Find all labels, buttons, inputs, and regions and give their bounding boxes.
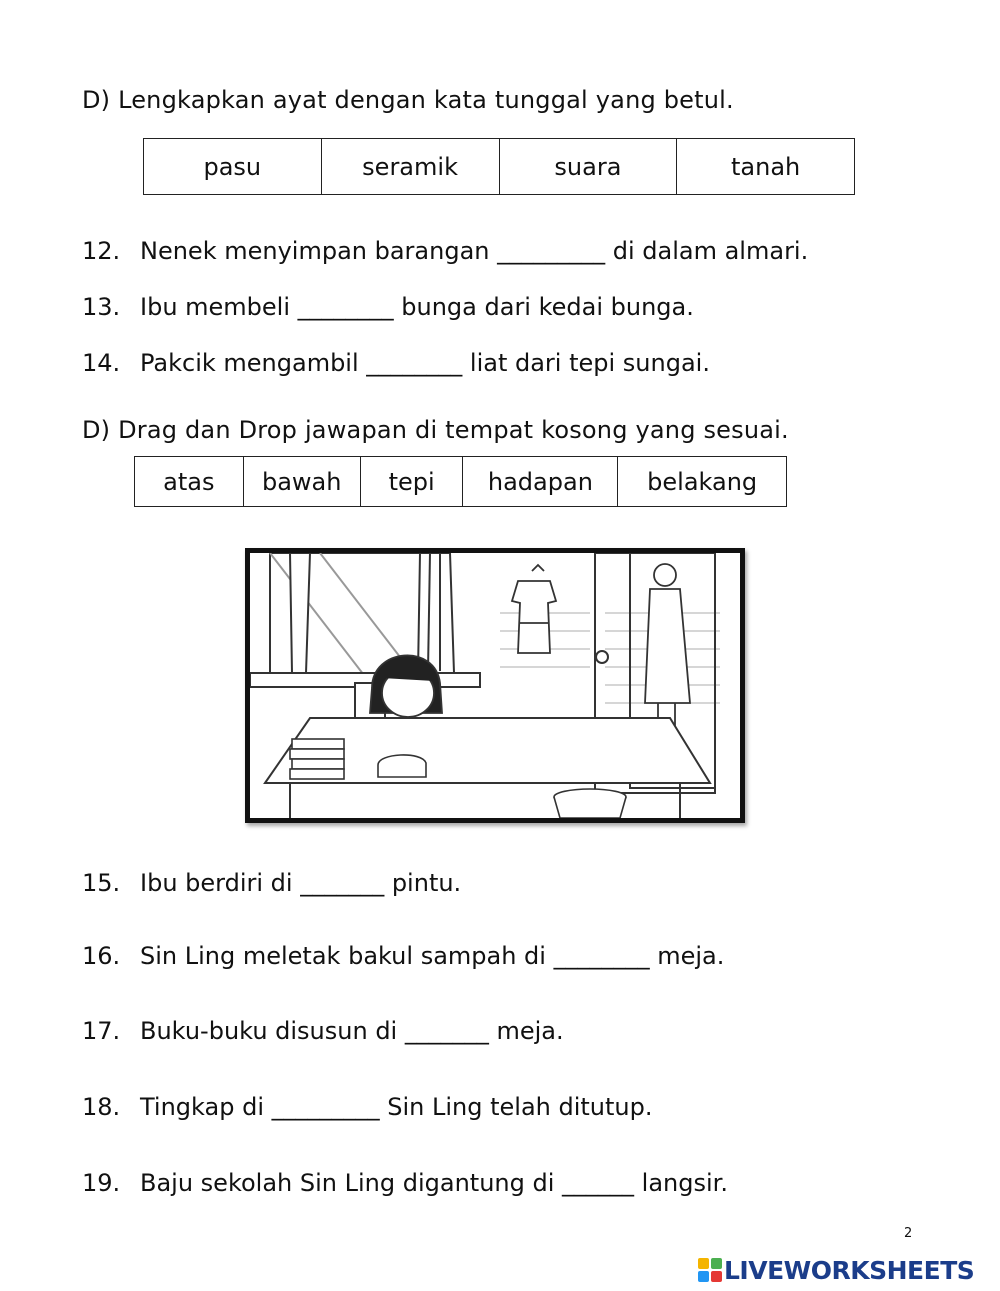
question-text: Nenek menyimpan barangan _________ di dalam almari. xyxy=(140,237,809,265)
word-bank-item[interactable]: tanah xyxy=(677,139,855,195)
section-heading-2: D) Drag dan Drop jawapan di tempat kosong yang sesuai. xyxy=(82,416,789,444)
question-number: 15. xyxy=(82,869,121,897)
section-heading-1: D) Lengkapkan ayat dengan kata tunggal yang betul. xyxy=(82,86,734,114)
question-number: 12. xyxy=(82,237,121,265)
question-number: 14. xyxy=(82,349,121,377)
question-number: 18. xyxy=(82,1093,121,1121)
pencil-box xyxy=(378,755,426,777)
school-uniform xyxy=(512,565,556,653)
question-text: Pakcik mengambil ________ liat dari tepi sungai. xyxy=(140,349,710,377)
question-text: Baju sekolah Sin Ling digantung di ______ langsir. xyxy=(140,1169,728,1197)
question-number: 17. xyxy=(82,1017,121,1045)
question-text: Tingkap di _________ Sin Ling telah ditutup. xyxy=(140,1093,653,1121)
word-bank-item[interactable]: tepi xyxy=(360,457,463,507)
word-bank-item[interactable]: atas xyxy=(135,457,244,507)
question-number: 16. xyxy=(82,942,121,970)
page-number: 2 xyxy=(904,1226,913,1241)
question-text: Ibu berdiri di _______ pintu. xyxy=(140,869,462,897)
word-bank-item[interactable]: belakang xyxy=(618,457,787,507)
word-bank-table-1 xyxy=(143,138,855,195)
question-number: 13. xyxy=(82,293,121,321)
word-bank-item[interactable]: pasu xyxy=(144,139,322,195)
curtains xyxy=(290,553,454,673)
liveworksheets-logo-icon xyxy=(698,1258,722,1282)
liveworksheets-brand[interactable] xyxy=(698,1253,974,1287)
word-bank-item[interactable]: hadapan xyxy=(463,457,618,507)
illustration-drawing xyxy=(250,553,740,818)
question-number: 19. xyxy=(82,1169,121,1197)
word-bank-item[interactable]: suara xyxy=(499,139,677,195)
word-bank-item[interactable]: bawah xyxy=(243,457,360,507)
question-text: Sin Ling meletak bakul sampah di ________ meja. xyxy=(140,942,725,970)
question-text: Buku-buku disusun di _______ meja. xyxy=(140,1017,564,1045)
book-stack xyxy=(290,739,344,779)
classroom-illustration xyxy=(245,548,745,823)
word-bank-item[interactable]: seramik xyxy=(321,139,499,195)
question-text: Ibu membeli ________ bunga dari kedai bunga. xyxy=(140,293,694,321)
word-bank-table-2 xyxy=(134,456,787,507)
waste-basket xyxy=(554,789,626,818)
brand-name: LIVEWORKSHEETS xyxy=(724,1255,975,1285)
